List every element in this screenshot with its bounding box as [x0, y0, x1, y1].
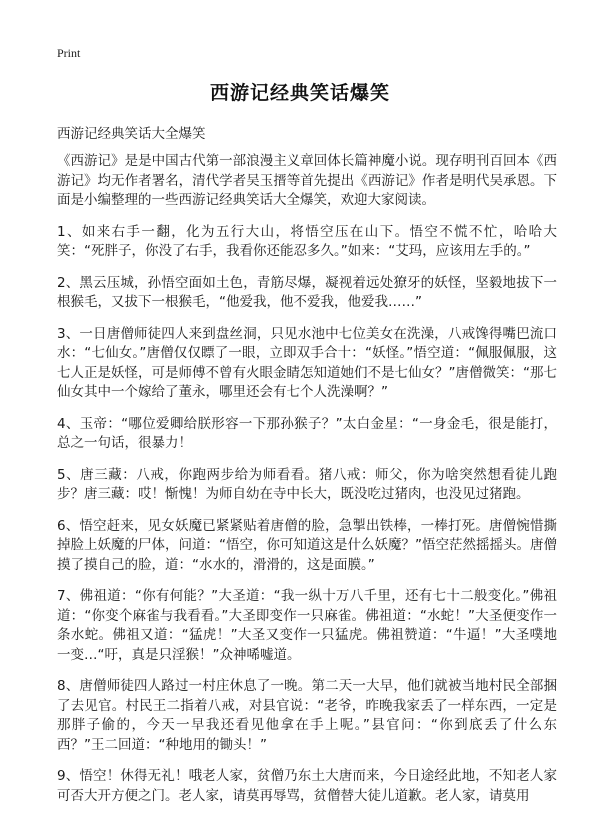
joke-paragraph-8: 8、唐僧师徒四人路过一村庄休息了一晚。第二天一大早，他们就被当地村民全部捆了去见官。村民王二指着八戒，对县官说：“老爷，昨晚我家丢了一样东西，一定是那胖子偷的，今天一早我还看见他拿在手上呢。”县官问：“你到底丢了什么东西？”王二回道：“种地用的锄头！” — [57, 678, 557, 753]
joke-paragraph-6: 6、悟空赶来，见女妖魔已紧紧贴着唐僧的脸，急掣出铁棒，一棒打死。唐僧惋惜撕掉脸上妖魔的尸体，问道：“悟空，你可知道这是什么妖魔？”悟空茫然摇摇头。唐僧摸了摸自己的脸，道：“水水的，滑滑的，这是面膜。” — [57, 517, 557, 573]
joke-paragraph-2: 2、黑云压城，孙悟空面如土色，青筋尽爆，凝视着远处獠牙的妖怪，坚毅地拔下一根猴毛，又拔下一根猴毛，“他爱我，他不爱我，他爱我……” — [57, 274, 557, 310]
joke-paragraph-3: 3、一日唐僧师徒四人来到盘丝洞，只见水池中七位美女在洗澡，八戒馋得嘴巴流口水：“七仙女。”唐僧仅仅瞟了一眼，立即双手合十：“妖怪。”悟空道：“佩服佩服，这七人正是妖怪，可是师傅不曾有火眼金睛怎知道她们不是七仙女？”唐僧微笑：“那七仙女其中一个嫁给了董永，哪里还会有七个人洗澡啊？” — [57, 325, 557, 400]
joke-paragraph-9: 9、悟空！休得无礼！哦老人家，贫僧乃东土大唐而来，今日途经此地，不知老人家可否大开方便之门。老人家，请莫再辱骂，贫僧替大徒儿道歉。老人家，请莫用 — [57, 768, 557, 804]
page-title: 西游记经典笑话爆笑 — [209, 82, 390, 104]
intro-paragraph: 《西游记》是是中国古代第一部浪漫主义章回体长篇神魔小说。现存明刊百回本《西游记》均无作者署名，清代学者吴玉搢等首先提出《西游记》作者是明代吴承恩。下面是小编整理的一些西游记经典笑话大全爆笑，欢迎大家阅读。 — [57, 153, 557, 208]
print-label[interactable]: Print — [57, 46, 81, 60]
joke-paragraph-5: 5、唐三藏：八戒，你跑两步给为师看看。猪八戒：师父，你为啥突然想看徒儿跑步？唐三藏：哎！惭愧！为师自幼在寺中长大，既没吃过猪肉，也没见过猪跑。 — [57, 466, 557, 502]
document-body — [57, 152, 557, 818]
document-subtitle: 西游记经典笑话大全爆笑 — [57, 126, 206, 142]
joke-paragraph-7: 7、佛祖道：“你有何能？”大圣道：“我一纵十万八千里，还有七十二般变化。”佛祖道：“你变个麻雀与我看看。”大圣即变作一只麻雀。佛祖道：“水蛇！”大圣便变作一条水蛇。佛祖又道：“猛虎！”大圣又变作一只猛虎。佛祖赞道：“牛逼！”大圣噗地一变…“吁，真是只淫猴！”众神唏嘘道。 — [57, 588, 557, 663]
joke-paragraph-4: 4、玉帝：“哪位爱卿给朕形容一下那孙猴子？”太白金星：“一身金毛，很是能打，总之一句话，很暴力！ — [57, 415, 557, 451]
joke-paragraph-1: 1、如来右手一翻，化为五行大山，将悟空压在山下。悟空不慌不忙，哈哈大笑：“死胖子，你没了右手，我看你还能忍多久。”如来：“艾玛，应该用左手的。” — [57, 223, 557, 259]
